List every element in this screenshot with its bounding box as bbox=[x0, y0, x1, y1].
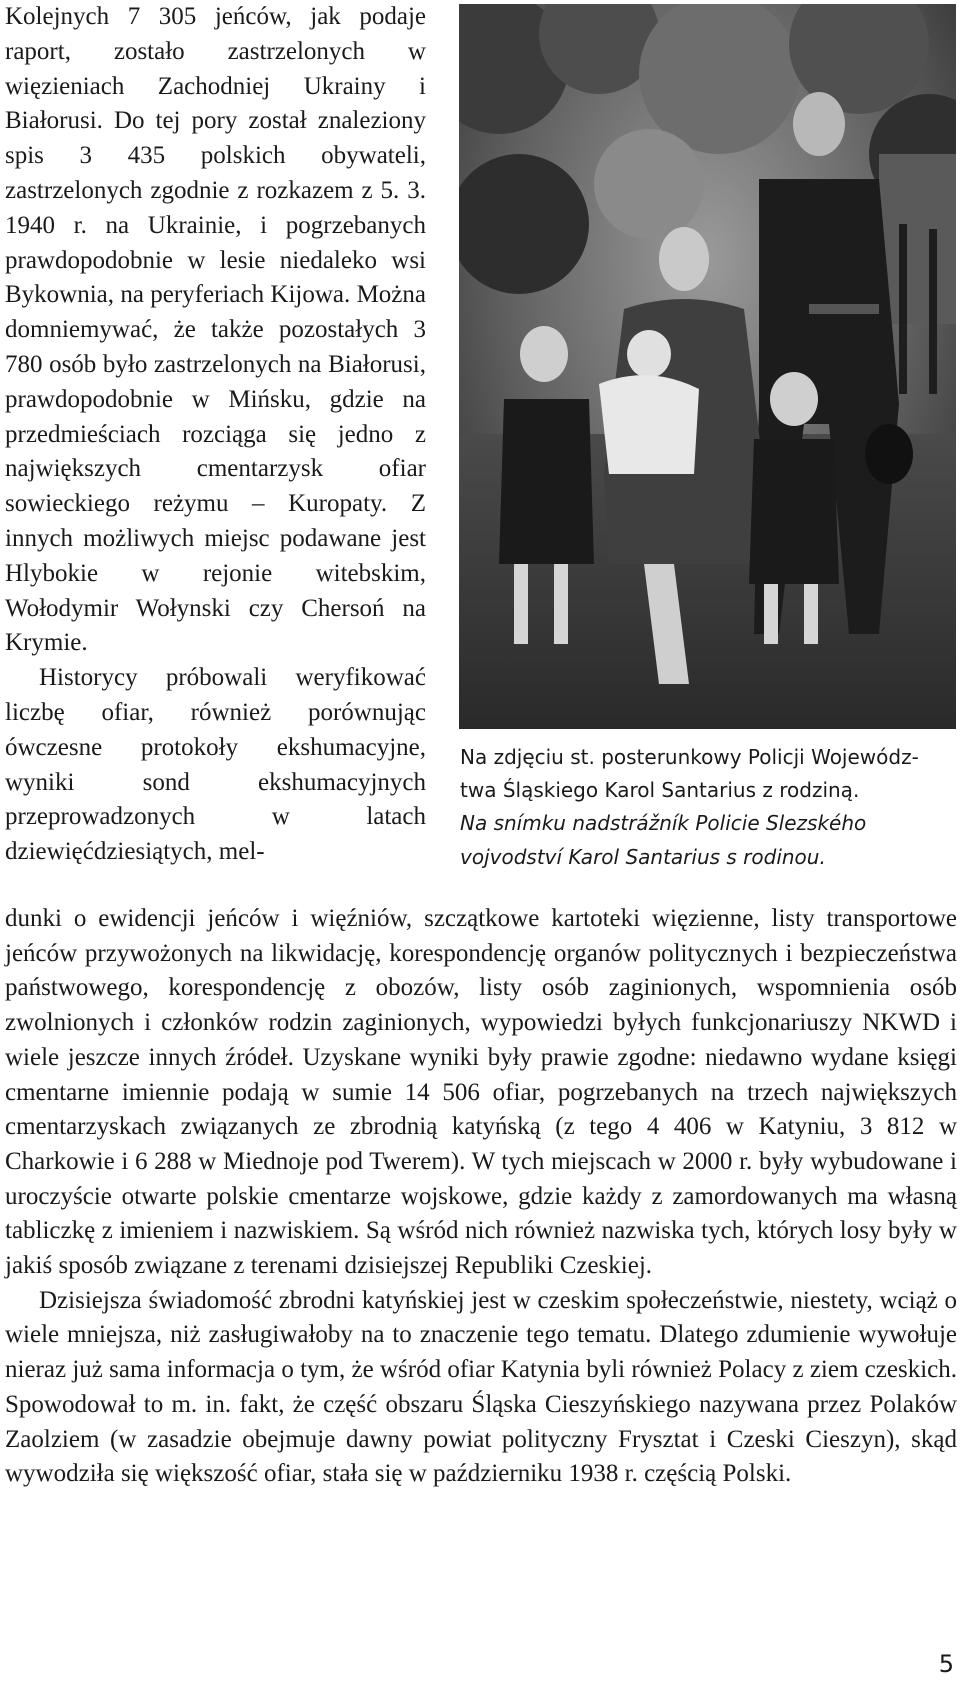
family-photo-illustration bbox=[459, 4, 956, 729]
family-photo bbox=[459, 4, 956, 729]
paragraph: Kolejnych 7 305 jeńców, jak podaje raport, zostało zastrzelonych w więzieniach Zachodniej Ukrainy i Białorusi. Do tej pory został znaleziony spis 3 435 polskich obywateli, zastrzelonych zgodnie z rozkazem z 5. 3. 1940 r. na Ukrainie, i pogrzebanych prawdopodobnie w lesie niedaleko wsi Bykownia, na peryferiach Kijowa. Można domniemywać, że także pozostałych 3 780 osób było zastrzelonych na Białorusi, prawdopodobnie w Mińsku, gdzie na przedmieściach rozciąga się jedno z największych cmentarzysk ofiar sowieckiego reżymu – Kuropaty. Z innych możliwych miejsc podawane jest Hlybokie w rejonie witebskim, Wołodymir Wołynski czy Chersoń na Krymie. bbox=[5, 3, 426, 657]
caption-czech-line: vojvodství Karol Santarius s rodinou. bbox=[460, 844, 826, 869]
paragraph: Dzisiejsza świadomość zbrodni katyńskiej jest w czeskim społeczeństwie, niestety, wciąż o wiele mniejsza, niż zasługiwałoby na to znaczenie tego tematu. Dlatego zdumienie wywołuje nieraz już sama informacja o tym, że wśród ofiar Katynia byli również Polacy z ziem czeskich. Spowodował to m. in. fakt, że część obszaru Śląska Cieszyńskiego nazywana przez Polaków Zaolziem (w zasadzie obejmuje dawny powiat polityczny Frysztat i Czeski Cieszyn), skąd wywodziła się większość ofiar, stała się w październiku 1938 r. częścią Polski. bbox=[5, 1286, 957, 1488]
paragraph: dunki o ewidencji jeńców i więźniów, szczątkowe kartoteki więzienne, listy transportowe jeńców przywożonych na likwidację, korespondencję organów politycznych i bezpieczeństwa państwowego, korespondencję z obozów, listy osób zaginionych, wspomnienia osób zwolnionych i członków rodzin zaginionych, wypowiedzi byłych funkcjonariuszy NKWD i wiele jeszcze innych źródeł. Uzyskane wyniki były prawie zgodne: niedawno wydane księgi cmentarne imiennie podają w sumie 14 506 ofiar, pogrzebanych na trzech największych cmentarzyskach związanych ze zbrodnią katyńską (z tego 4 406 w Katyniu, 3 812 w Charkowie i 6 288 w Miednoje pod Twerem). W tych miejscach w 2000 r. były wybudowane i uroczyście otwarte polskie cmentarze wojskowe, gdzie każdy z zamordowanych ma własną tabliczkę z imieniem i nazwiskiem. Są wśród nich również nazwiska tych, których losy były w jakiś sposób związane z terenami dzisiejszej Republiki Czeskiej. bbox=[5, 905, 957, 1280]
page-number: 5 bbox=[938, 1650, 954, 1678]
photo-caption bbox=[460, 741, 960, 874]
caption-polish-line: twa Śląskiego Karol Santarius z rodziną. bbox=[460, 778, 860, 803]
full-width-text bbox=[5, 902, 957, 1492]
caption-polish-line: Na zdjęciu st. posterunkowy Policji Wojewódz- bbox=[460, 745, 919, 769]
caption-czech-line: Na snímku nadstrážník Policie Slezského bbox=[460, 811, 867, 836]
paragraph: Historycy próbowali weryfikować liczbę ofiar, również porównując ówczesne protokoły ekshumacyjne, wyniki sond ekshumacyjnych przeprowadzonych w latach dziewięćdziesiątych, mel- bbox=[5, 664, 426, 866]
left-column-text bbox=[5, 0, 426, 870]
